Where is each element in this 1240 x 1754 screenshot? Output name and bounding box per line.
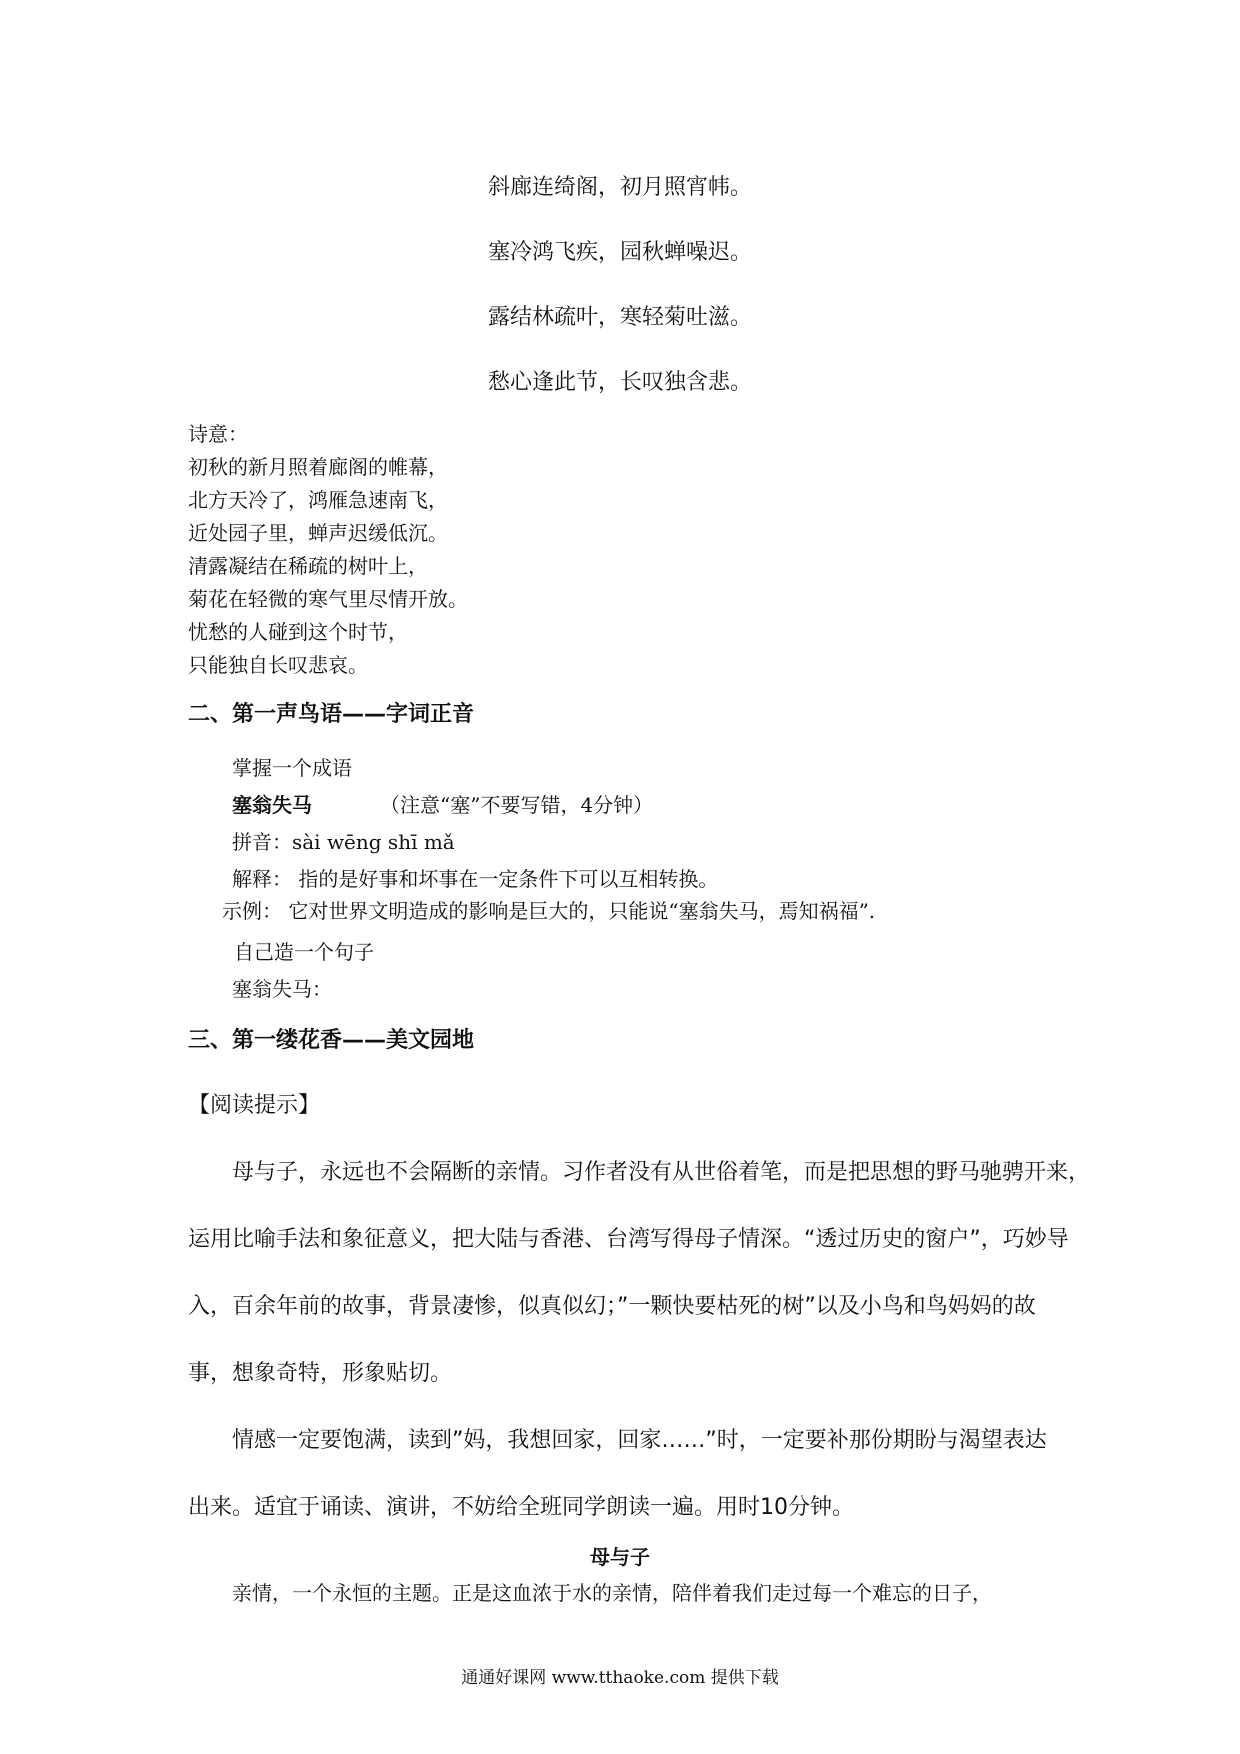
section-heading: 三、第一缕花香——美文园地 bbox=[188, 1028, 475, 1053]
paragraph-line: 入，百余年前的故事，背景凄惨，似真似幻；”一颗快要枯死的树”以及小鸟和鸟妈妈的故 bbox=[188, 1294, 1036, 1319]
idiom-term: 塞翁失马 bbox=[232, 793, 312, 817]
translation-line: 忧愁的人碰到这个时节， bbox=[188, 620, 408, 644]
paragraph-line: 运用比喻手法和象征意义，把大陆与香港、台湾写得母子情深。“透过历史的窗户”，巧妙导 bbox=[188, 1227, 1069, 1252]
paragraph-line: 出来。适宜于诵读、演讲，不妨给全班同学朗读一遍。用时10分钟。 bbox=[188, 1495, 854, 1520]
sentence-answer-prompt: 塞翁失马： bbox=[232, 977, 332, 1001]
idiom-pinyin: 拼音：sài wēng shī mǎ bbox=[232, 830, 455, 854]
sentence-task: 自己造一个句子 bbox=[234, 940, 374, 964]
section-heading: 二、第一声鸟语——字词正音 bbox=[188, 702, 475, 727]
poem-line: 露结林疏叶，寒轻菊吐滋。 bbox=[487, 305, 752, 330]
paragraph-line: 母与子，永远也不会隔断的亲情。习作者没有从世俗着笔，而是把思想的野马驰骋开来， bbox=[232, 1160, 1091, 1185]
translation-line: 北方天冷了，鸿雁急速南飞， bbox=[188, 488, 448, 512]
translation-line: 菊花在轻微的寒气里尽情开放。 bbox=[188, 587, 468, 611]
idiom-example: 示例： 它对世界文明造成的影响是巨大的，只能说“塞翁失马，焉知祸福”. bbox=[222, 899, 876, 923]
translation-label: 诗意： bbox=[188, 422, 248, 446]
translation-line: 初秋的新月照着廊阁的帷幕， bbox=[188, 455, 448, 479]
paragraph-line: 事，想象奇特，形象贴切。 bbox=[188, 1361, 453, 1386]
article-first-line: 亲情，一个永恒的主题。正是这血浓于水的亲情，陪伴着我们走过每一个难忘的日子， bbox=[232, 1581, 992, 1605]
paragraph-line: 情感一定要饱满，读到”妈，我想回家，回家……”时，一定要补那份期盼与渴望表达 bbox=[232, 1428, 1047, 1453]
reading-tip-label: 【阅读提示】 bbox=[188, 1093, 321, 1118]
poem-line: 愁心逢此节，长叹独含悲。 bbox=[487, 370, 752, 395]
idiom-explanation: 解释： 指的是好事和坏事在一定条件下可以互相转换。 bbox=[232, 867, 719, 891]
poem-line: 斜廊连绮阁，初月照宵帏。 bbox=[487, 175, 752, 200]
translation-line: 近处园子里，蝉声迟缓低沉。 bbox=[188, 521, 448, 545]
poem-line: 塞冷鸿飞疾，园秋蝉噪迟。 bbox=[487, 240, 752, 265]
page-footer: 通通好课网 www.tthaoke.com 提供下载 bbox=[461, 1668, 779, 1688]
translation-line: 清露凝结在稀疏的树叶上， bbox=[188, 554, 428, 578]
idiom-intro: 掌握一个成语 bbox=[232, 756, 352, 780]
idiom-note: （注意“塞”不要写错，4分钟） bbox=[380, 793, 654, 817]
translation-line: 只能独自长叹悲哀。 bbox=[188, 653, 368, 677]
article-title: 母与子 bbox=[590, 1545, 650, 1569]
